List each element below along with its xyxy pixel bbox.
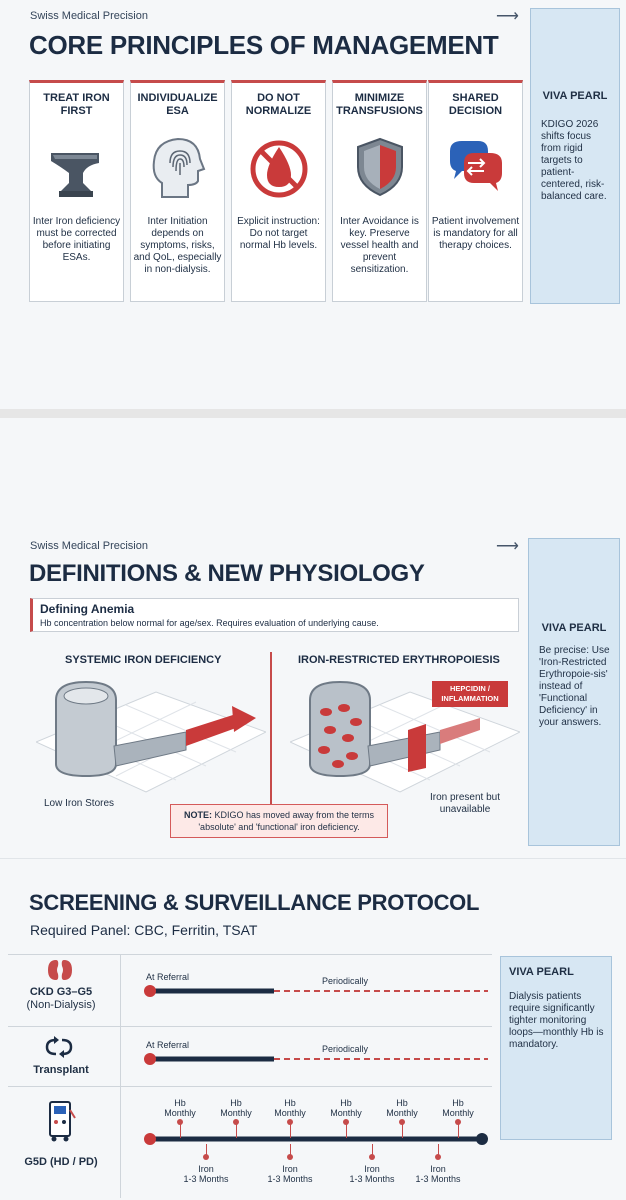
iron-interval-label: Iron 1-3 Months: [267, 1164, 313, 1184]
section-title-definitions: DEFINITIONS & NEW PHYSIOLOGY: [29, 560, 425, 587]
iron-interval-label: Iron 1-3 Months: [349, 1164, 395, 1184]
hepcidin-badge: HEPCIDIN / INFLAMMATION: [432, 681, 508, 707]
at-referral-label: At Referral: [146, 972, 190, 982]
g5d-timeline: [142, 1130, 488, 1148]
ckd-sublabel: (Non-Dialysis): [26, 999, 96, 1011]
iron-tick-dot: [287, 1154, 293, 1160]
row-label-g5d: [8, 1156, 114, 1169]
hb-monthly-label: Hb Monthly: [330, 1098, 362, 1118]
brand-label: Swiss Medical Precision: [30, 10, 148, 22]
viva-pearl-text: Be precise: Use 'Iron-Restricted Erythropoie-sis' instead of 'Functional Deficiency' in your answers.: [539, 645, 610, 728]
row-label-transplant: [8, 1064, 114, 1077]
periodically-label: Periodically: [322, 1044, 369, 1054]
hb-monthly-label: Hb Monthly: [386, 1098, 418, 1118]
transplant-label: Transplant: [33, 1064, 89, 1076]
principle-card-do-not-normalize: [231, 80, 326, 302]
viva-pearl-text: KDIGO 2026 shifts focus from rigid targets to patient-centered, risk-balanced care.: [541, 119, 607, 202]
ckd-timeline: [140, 982, 496, 1000]
defining-anemia-title: Defining Anemia: [40, 602, 135, 616]
iron-interval-label: Iron 1-3 Months: [415, 1164, 461, 1184]
hb-monthly-label: Hb Monthly: [164, 1098, 196, 1118]
viva-pearl-title: VIVA PEARL: [542, 90, 608, 102]
iron-restricted-title: IRON-RESTRICTED ERYTHROPOIESIS: [298, 654, 500, 666]
defining-anemia-box: [30, 598, 519, 632]
definitions-screening-slide: [0, 418, 626, 1200]
no-blood-drop-icon: [249, 133, 309, 201]
hb-tick-dot: [399, 1119, 405, 1125]
row-divider: [8, 1026, 492, 1027]
row-divider: [8, 1086, 492, 1087]
divider: [270, 652, 272, 812]
systemic-iron-deficiency-title: SYSTEMIC IRON DEFICIENCY: [65, 654, 222, 666]
row-label-ckd: [8, 986, 114, 1012]
kidneys-icon: [46, 958, 74, 982]
row-divider: [8, 954, 492, 955]
card-text: Patient involvement is mandatory for all therapy choices.: [431, 216, 520, 251]
anvil-icon: [47, 133, 107, 201]
empty-tank-illustration: [36, 672, 266, 802]
principle-card-individualize: [130, 80, 225, 302]
iron-tick-dot: [203, 1154, 209, 1160]
hb-tick-dot: [455, 1119, 461, 1125]
brand-label: Swiss Medical Precision: [30, 540, 148, 552]
hb-tick-dot: [343, 1119, 349, 1125]
viva-pearl-box: [500, 956, 612, 1140]
hb-monthly-label: Hb Monthly: [220, 1098, 252, 1118]
viva-pearl-box: [530, 8, 620, 304]
g5d-timeline-area: [120, 1094, 500, 1194]
at-referral-label: At Referral: [146, 1040, 190, 1050]
viva-pearl-box: [528, 538, 620, 846]
hb-monthly-label: Hb Monthly: [274, 1098, 306, 1118]
speech-bubbles-icon: [446, 133, 506, 201]
g5d-label: G5D (HD / PD): [24, 1156, 98, 1168]
viva-pearl-title: VIVA PEARL: [509, 966, 574, 978]
principle-card-minimize-transfusions: [332, 80, 427, 302]
required-panel: Required Panel: CBC, Ferritin, TSAT: [30, 922, 258, 938]
card-text: Inter Initiation depends on symptoms, risks, and QoL, especially in non-dialysis.: [133, 216, 222, 275]
card-text: Inter Avoidance is key. Preserve vessel health and prevent sensitization.: [340, 216, 419, 275]
iron-tick-dot: [369, 1154, 375, 1160]
card-title: SHARED DECISION: [448, 92, 503, 117]
viva-pearl-title: VIVA PEARL: [541, 622, 607, 634]
arrow-right-icon: ⟶: [496, 538, 519, 555]
viva-pearl-text: Dialysis patients require significantly tighter monitoring loops—monthly Hb is mandatory.: [509, 991, 604, 1050]
card-title: INDIVIDUALIZE ESA: [137, 92, 218, 117]
hb-tick-dot: [287, 1119, 293, 1125]
principle-card-treat-iron: [29, 80, 124, 302]
principle-card-shared-decision: [428, 80, 523, 302]
transplant-timeline: [140, 1050, 496, 1068]
cycle-icon: [44, 1036, 74, 1058]
hb-tick-dot: [233, 1119, 239, 1125]
iron-interval-label: Iron 1-3 Months: [183, 1164, 229, 1184]
page-title: CORE PRINCIPLES OF MANAGEMENT: [29, 30, 499, 60]
note-label: NOTE:: [183, 810, 212, 820]
section-title-screening: SCREENING & SURVEILLANCE PROTOCOL: [29, 890, 480, 915]
card-text: Explicit instruction: Do not target normal Hb levels.: [237, 216, 320, 251]
shield-icon: [350, 133, 410, 201]
periodically-label: Periodically: [322, 976, 369, 986]
iron-unavailable-caption: Iron present but unavailable: [429, 792, 501, 815]
ckd-label: CKD G3–G5: [29, 986, 93, 998]
iron-tick-dot: [435, 1154, 441, 1160]
hb-tick-dot: [177, 1119, 183, 1125]
card-title: TREAT IRON FIRST: [43, 92, 110, 117]
kdigo-note: [170, 804, 388, 838]
defining-anemia-text: Hb concentration below normal for age/sex. Requires evaluation of underlying cause.: [40, 618, 379, 628]
card-title: DO NOT NORMALIZE: [245, 92, 312, 117]
hb-monthly-label: Hb Monthly: [442, 1098, 474, 1118]
card-text: Inter Iron deficiency must be corrected before initiating ESAs.: [32, 216, 121, 263]
head-fingerprint-icon: [148, 133, 208, 201]
low-iron-stores-caption: Low Iron Stores: [44, 798, 115, 809]
section-divider: [0, 858, 626, 859]
note-text: KDIGO has moved away from the terms 'absolute' and 'functional' iron deficiency.: [198, 810, 375, 832]
card-title: MINIMIZE TRANSFUSIONS: [336, 92, 423, 117]
arrow-right-icon: ⟶: [496, 8, 519, 25]
principles-slide: [0, 0, 626, 409]
dialysis-machine-icon: [44, 1098, 76, 1142]
